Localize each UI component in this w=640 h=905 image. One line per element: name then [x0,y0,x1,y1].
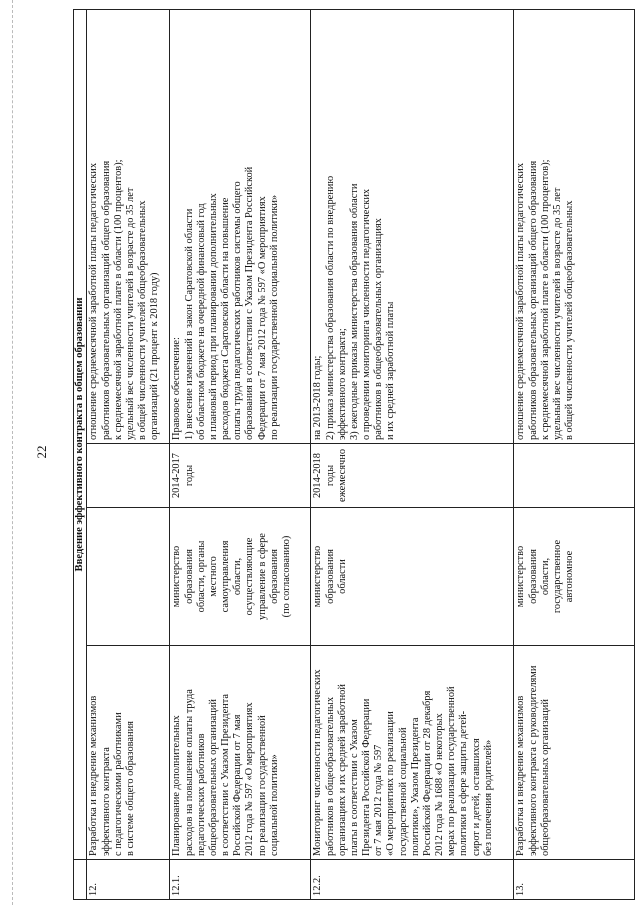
row-number: 12. [87,860,170,900]
row-number: 12.2. [311,860,514,900]
row-number: 13. [514,860,635,900]
row-term [514,444,635,508]
row-number: 12.1. [170,860,311,900]
section-header-row [74,9,87,899]
row-activity: Разработка и внедрение механизмов эффективного контракта с педагогическими работниками в системе общего образования [87,646,170,860]
row-activity: Разработка и внедрение механизмов эффективного контракта с руководителями общеобразовательных организаций [514,646,635,860]
row-result: Правовое обеспечение: 1) внесение изменений в закон Саратовской области об областном бюджете на очередной финансовый год и плановый период при планировании дополнительных расходов бюджета Саратовской области на повышение оплаты труда педагогических работников системы общего образования в соответствии с Указом Президента Российской Федерации от 7 мая 2012 года № 597 «О мероприятиях по реализации государственной социальной политики» [170,9,311,443]
table-row [514,9,635,899]
row-term [87,444,170,508]
row-executor: министерство образования области [311,508,514,646]
row-result: отношение среднемесячной заработной платы педагогических работников образовательных организаций общего образования к среднемесячной заработной плате в области (100 процентов); удельный вес численности учителей в возрасте до 35 лет в общей численности учителей общеобразовательных организаций (21 процент к 2018 году) [87,9,170,443]
row-executor: министерство образования области, государственное автономное [514,508,635,646]
plan-table [73,9,635,900]
rotated-page-content [73,10,633,900]
row-executor [87,508,170,646]
table-row [311,9,514,899]
table-row [87,9,170,899]
row-term: 2014-2017 годы [170,444,311,508]
row-result: отношение среднемесячной заработной платы педагогических работников образовательных организаций общего образования к среднемесячной заработной плате в области (100 процентов); удельный вес численности учителей в возрасте до 35 лет в общей численности учителей общеобразовательных [514,9,635,443]
row-executor: министерство образования области, органы местного самоуправления области, осуществляющие управление в сфере образования (по согласованию) [170,508,311,646]
binding-margin-line [12,0,13,905]
table-row [170,9,311,899]
row-term: 2014-2018 годы ежемесячно [311,444,514,508]
section-spacer [74,860,87,900]
page-number: 22 [34,445,49,459]
section-title: Введение эффективного контракта в общем образовании [74,9,87,859]
row-result: на 2013-2018 годы; 2) приказ министерства образования области по внедрению эффективного контракта; 3) ежегодные приказы министерства образования области о проведении мониторинга численности педагогических работников в общеобразовательных организациях и их средней заработной платы [311,9,514,443]
row-activity: Мониторинг численности педагогических работников в общеобразовательных организациях и их средней заработной платы в соответствии с Указом Президента Российской Федерации от 7 мая 2012 года № 597 «О мероприятиях по реализации государственной социальной политики», Указом Президента Российской Федерации от 28 декабря 2012 года № 1688 «О некоторых мерах по реализации государственной политики в сфере защиты детей- сирот и детей, оставшихся без попечения родителей» [311,646,514,860]
row-activity: Планирование дополнительных расходов на повышение оплаты труда педагогических работников общеобразовательных организаций в соответствии с Указом Президента Российской Федерации от 7 мая 2012 года № 597 «О мероприятиях по реализации государственной социальной политики» [170,646,311,860]
